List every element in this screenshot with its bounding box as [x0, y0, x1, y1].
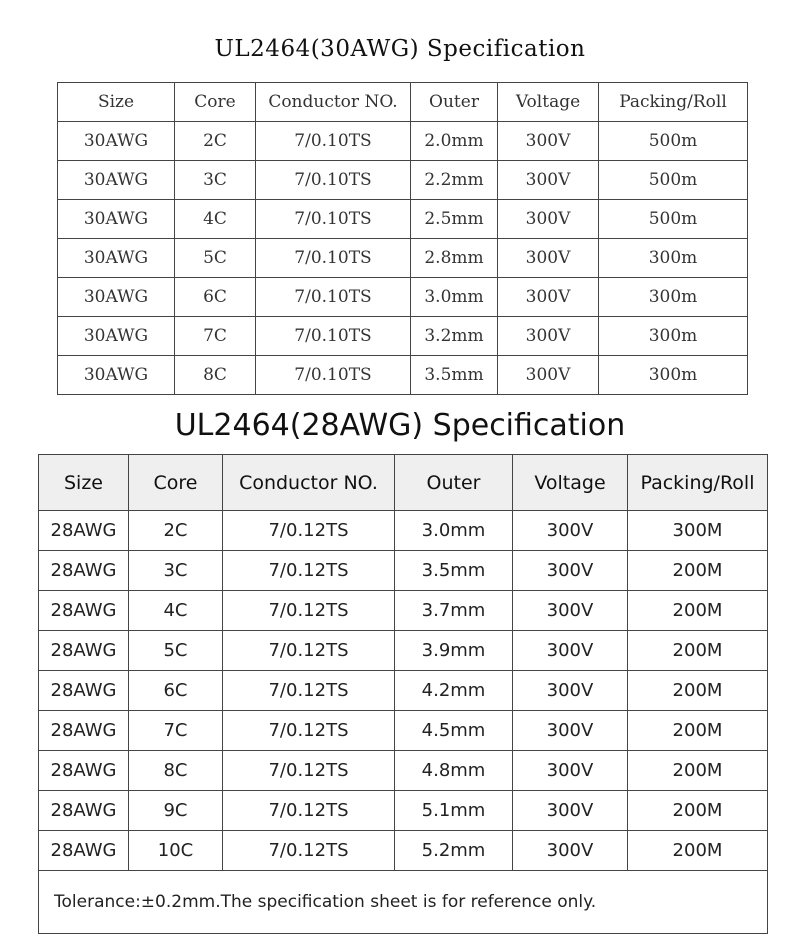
cell-outer: 2.2mm: [411, 161, 498, 200]
cell-outer: 2.0mm: [411, 122, 498, 161]
cell-core: 5C: [129, 631, 223, 671]
table-row: [39, 591, 768, 631]
tolerance-note: Tolerance:±0.2mm.The specification sheet is for reference only.: [39, 871, 768, 934]
cell-size: 28AWG: [39, 511, 129, 551]
cell-packing: 200M: [628, 751, 768, 791]
table-row: [58, 239, 748, 278]
cell-outer: 3.0mm: [395, 511, 513, 551]
table-row: [39, 551, 768, 591]
header-size: Size: [58, 83, 175, 122]
header-outer: Outer: [411, 83, 498, 122]
cell-conductor: 7/0.12TS: [223, 751, 395, 791]
cell-core: 3C: [175, 161, 256, 200]
cell-core: 9C: [129, 791, 223, 831]
cell-packing: 200M: [628, 551, 768, 591]
cell-conductor: 7/0.10TS: [256, 239, 411, 278]
table-row: [58, 122, 748, 161]
cell-packing: 500m: [599, 161, 748, 200]
table-row: [58, 278, 748, 317]
cell-outer: 3.5mm: [395, 551, 513, 591]
table-row: [39, 671, 768, 711]
cell-conductor: 7/0.12TS: [223, 591, 395, 631]
header-conductor: Conductor NO.: [223, 455, 395, 511]
cell-size: 28AWG: [39, 551, 129, 591]
table-row: [39, 791, 768, 831]
cell-core: 5C: [175, 239, 256, 278]
cell-voltage: 300V: [513, 591, 628, 631]
table-row: [58, 161, 748, 200]
table-row: [39, 751, 768, 791]
header-packing: Packing/Roll: [599, 83, 748, 122]
cell-packing: 300M: [628, 511, 768, 551]
table-row: [58, 356, 748, 395]
cell-voltage: 300V: [498, 356, 599, 395]
cell-conductor: 7/0.12TS: [223, 711, 395, 751]
cell-conductor: 7/0.10TS: [256, 317, 411, 356]
cell-size: 30AWG: [58, 239, 175, 278]
table-header-row: [58, 83, 748, 122]
cell-conductor: 7/0.12TS: [223, 831, 395, 871]
cell-voltage: 300V: [513, 511, 628, 551]
cell-voltage: 300V: [513, 711, 628, 751]
cell-core: 3C: [129, 551, 223, 591]
cell-voltage: 300V: [498, 200, 599, 239]
cell-outer: 4.5mm: [395, 711, 513, 751]
table-row: [39, 631, 768, 671]
cell-voltage: 300V: [513, 671, 628, 711]
cell-outer: 3.5mm: [411, 356, 498, 395]
cell-size: 28AWG: [39, 631, 129, 671]
cell-core: 7C: [175, 317, 256, 356]
cell-size: 30AWG: [58, 317, 175, 356]
cell-size: 28AWG: [39, 831, 129, 871]
table-row: [58, 317, 748, 356]
header-voltage: Voltage: [513, 455, 628, 511]
cell-outer: 3.7mm: [395, 591, 513, 631]
cell-core: 8C: [175, 356, 256, 395]
cell-conductor: 7/0.10TS: [256, 278, 411, 317]
cell-packing: 200M: [628, 591, 768, 631]
table-row: [39, 711, 768, 751]
cell-size: 30AWG: [58, 161, 175, 200]
cell-core: 2C: [175, 122, 256, 161]
cell-conductor: 7/0.10TS: [256, 161, 411, 200]
cell-size: 28AWG: [39, 671, 129, 711]
cell-voltage: 300V: [513, 551, 628, 591]
cell-outer: 2.8mm: [411, 239, 498, 278]
cell-conductor: 7/0.10TS: [256, 356, 411, 395]
cell-core: 4C: [175, 200, 256, 239]
cell-voltage: 300V: [513, 631, 628, 671]
header-packing: Packing/Roll: [628, 455, 768, 511]
cell-size: 30AWG: [58, 122, 175, 161]
cell-core: 10C: [129, 831, 223, 871]
cell-voltage: 300V: [498, 317, 599, 356]
cell-outer: 3.9mm: [395, 631, 513, 671]
cell-size: 30AWG: [58, 278, 175, 317]
cell-packing: 300m: [599, 356, 748, 395]
cell-core: 8C: [129, 751, 223, 791]
cell-voltage: 300V: [498, 161, 599, 200]
cell-conductor: 7/0.10TS: [256, 122, 411, 161]
cell-packing: 500m: [599, 200, 748, 239]
cell-voltage: 300V: [498, 239, 599, 278]
cell-outer: 2.5mm: [411, 200, 498, 239]
cell-packing: 300m: [599, 278, 748, 317]
cell-size: 30AWG: [58, 200, 175, 239]
cell-voltage: 300V: [513, 831, 628, 871]
cell-packing: 200M: [628, 671, 768, 711]
spec-title-30awg: UL2464(30AWG) Specification: [214, 36, 586, 62]
cell-conductor: 7/0.12TS: [223, 631, 395, 671]
cell-size: 28AWG: [39, 591, 129, 631]
cell-packing: 200M: [628, 791, 768, 831]
note-row: [39, 871, 768, 934]
cell-core: 4C: [129, 591, 223, 631]
cell-packing: 200M: [628, 631, 768, 671]
cell-size: 28AWG: [39, 751, 129, 791]
cell-conductor: 7/0.12TS: [223, 511, 395, 551]
cell-voltage: 300V: [498, 278, 599, 317]
cell-core: 2C: [129, 511, 223, 551]
table-row: [39, 511, 768, 551]
table-header-row: [39, 455, 768, 511]
cell-conductor: 7/0.12TS: [223, 791, 395, 831]
cell-packing: 300m: [599, 317, 748, 356]
header-voltage: Voltage: [498, 83, 599, 122]
cell-size: 28AWG: [39, 711, 129, 751]
cell-packing: 500m: [599, 122, 748, 161]
cell-core: 6C: [175, 278, 256, 317]
cell-conductor: 7/0.12TS: [223, 551, 395, 591]
cell-outer: 4.8mm: [395, 751, 513, 791]
cell-outer: 3.0mm: [411, 278, 498, 317]
cell-conductor: 7/0.12TS: [223, 671, 395, 711]
cell-packing: 300m: [599, 239, 748, 278]
spec-table-30awg: [57, 82, 748, 395]
header-outer: Outer: [395, 455, 513, 511]
cell-outer: 4.2mm: [395, 671, 513, 711]
spec-title-28awg: UL2464(28AWG) Specification: [174, 408, 626, 443]
cell-packing: 200M: [628, 831, 768, 871]
table-row: [58, 200, 748, 239]
table-row: [39, 831, 768, 871]
spec-table-28awg: [38, 454, 768, 934]
cell-size: 28AWG: [39, 791, 129, 831]
cell-outer: 3.2mm: [411, 317, 498, 356]
cell-core: 7C: [129, 711, 223, 751]
cell-core: 6C: [129, 671, 223, 711]
header-core: Core: [129, 455, 223, 511]
cell-voltage: 300V: [513, 791, 628, 831]
cell-outer: 5.1mm: [395, 791, 513, 831]
cell-packing: 200M: [628, 711, 768, 751]
cell-conductor: 7/0.10TS: [256, 200, 411, 239]
header-conductor: Conductor NO.: [256, 83, 411, 122]
header-core: Core: [175, 83, 256, 122]
cell-outer: 5.2mm: [395, 831, 513, 871]
header-size: Size: [39, 455, 129, 511]
cell-voltage: 300V: [498, 122, 599, 161]
cell-voltage: 300V: [513, 751, 628, 791]
cell-size: 30AWG: [58, 356, 175, 395]
